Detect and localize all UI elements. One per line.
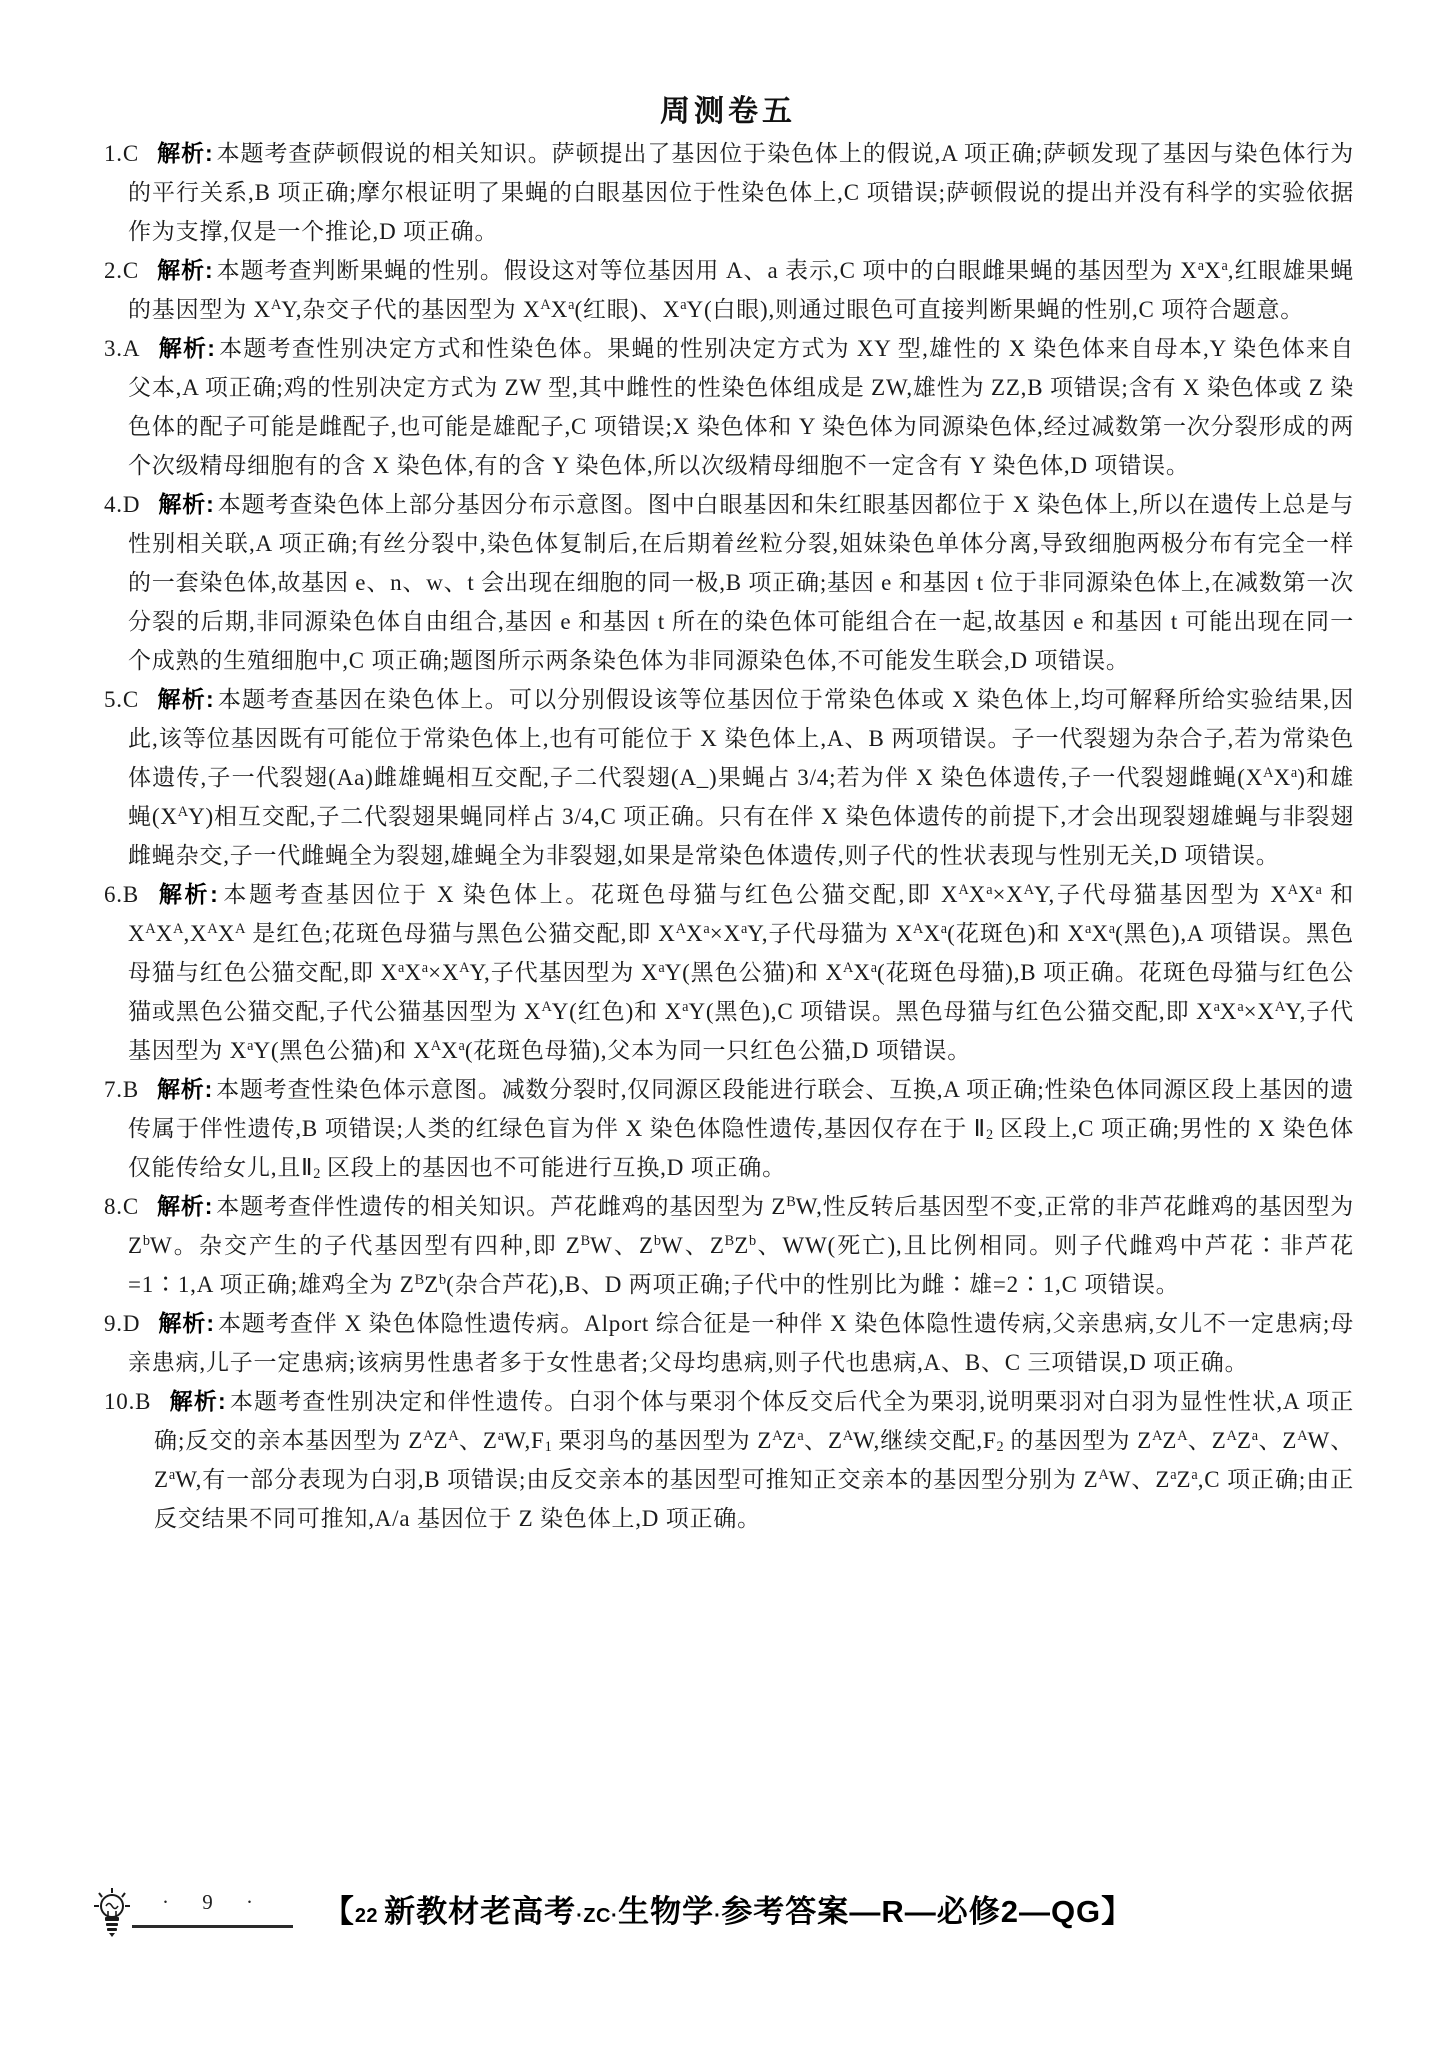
footer-banner-segment: · bbox=[714, 1905, 722, 1927]
answer-item bbox=[104, 1187, 1354, 1304]
jiexi-label: 解析: bbox=[169, 1388, 227, 1414]
item-explanation: 本题考查染色体上部分基因分布示意图。图中白眼基因和朱红眼基因都位于 X 染色体上,所以在遗传上总是与性别相关联,A 项正确;有丝分裂中,染色体复制后,在后期着丝粒分裂,姐妹染色单体分离,导致细胞两极分布有完全一样的一套染色体,故基因 e、n、w、t 会出现在细胞的同一极,B 项正确;基因 e 和基因 t 位于非同源染色体上,在减数第一次分裂的后期,非同源染色体自由组合,基因 e 和基因 t 所在的染色体可能组合在一起,故基因 e 和基因 t 可能出现在同一个成熟的生殖细胞中,C 项正确;题图所示两条染色体为非同源染色体,不可能发生联会,D 项错误。 bbox=[128, 492, 1355, 673]
page-number: · 9 · bbox=[132, 1884, 293, 1928]
page-footer bbox=[0, 1876, 1456, 1966]
item-number-answer: 5.C bbox=[104, 687, 139, 712]
item-number-answer: 4.D bbox=[104, 492, 141, 517]
item-explanation: 本题考查基因位于 X 染色体上。花斑色母猫与红色公猫交配,即 $X^AX^a\times X^AY$,子代母猫基因型为 $X^AX^a$ 和 $X^AX^A,X^AX^A$ 是红色;花斑色母猫与黑色公猫交配,即 $X^AX^a\times X^aY$,子代母猫为 $X^AX^a$(花斑色)和 $X^aX^a$(黑色),A 项错误。黑色母猫与红色公猫交配,即 $X^aX^a\times X^AY$,子代基因型为 $X^aY$(黑色公猫)和 $X^AX^a$(花斑色母猫),B 项正确。花斑色母猫与红色公猫或黑色公猫交配,子代公猫基因型为 $X^AY$(红色)和 $X^aY$(黑色),C 项错误。黑色母猫与红色公猫交配,即 $X^aX^a\times X^AY$,子代基因型为 $X^aY$(黑色公猫)和 $X^AX^a$(花斑色母猫),父本为同一只红色公猫,D 项错误。 bbox=[128, 882, 1355, 1063]
item-number-answer: 1.C bbox=[104, 141, 139, 166]
jiexi-label: 解析: bbox=[157, 140, 214, 166]
jiexi-label: 解析: bbox=[158, 335, 216, 361]
footer-banner-segment: —R—必修2—QG bbox=[849, 1894, 1102, 1929]
answer-item bbox=[104, 134, 1354, 251]
item-number-answer: 6.B bbox=[104, 882, 139, 907]
answer-item bbox=[104, 1304, 1354, 1382]
jiexi-label: 解析: bbox=[158, 491, 215, 517]
item-number-answer: 10.B bbox=[104, 1389, 152, 1414]
item-explanation: 本题考查基因在染色体上。可以分别假设该等位基因位于常染色体或 X 染色体上,均可解释所给实验结果,因此,该等位基因既有可能位于常染色体上,也有可能位于 X 染色体上,A、B 两项错误。子一代裂翅为杂合子,若为常染色体遗传,子一代裂翅(Aa)雌雄蝇相互交配,子二代裂翅(A_)果蝇占 3/4;若为伴 X 染色体遗传,子一代裂翅雌蝇$(X^AX^a)$和雄蝇$(X^AY)$相互交配,子二代裂翅果蝇同样占 3/4,C 项正确。只有在伴 X 染色体遗传的前提下,才会出现裂翅雄蝇与非裂翅雌蝇杂交,子一代雌蝇全为裂翅,雄蝇全为非裂翅,如果是常染色体遗传,则子代的性状表现与性别无关,D 项错误。 bbox=[128, 687, 1354, 868]
footer-banner-segment: · bbox=[576, 1905, 584, 1927]
footer-banner-segment: 【 bbox=[322, 1894, 355, 1929]
jiexi-label: 解析: bbox=[157, 1076, 214, 1102]
jiexi-label: 解析: bbox=[158, 1310, 215, 1336]
footer-banner-segment: 新教材老高考 bbox=[384, 1894, 577, 1929]
answer-item bbox=[104, 875, 1354, 1070]
page-title: 周测卷五 bbox=[660, 95, 796, 128]
answer-item bbox=[104, 329, 1354, 485]
footer-banner-segment: · bbox=[610, 1905, 619, 1927]
item-number-answer: 7.B bbox=[104, 1077, 139, 1102]
item-explanation: 本题考查伴性遗传的相关知识。芦花雌鸡的基因型为 $Z^BW$,性反转后基因型不变,正常的非芦花雌鸡的基因型为 $Z^bW$。杂交产生的子代基因型有四种,即 $Z^BW$、$Z^bW$、$Z^BZ^b$、WW(死亡),且比例相同。则子代雌鸡中芦花∶非芦花=1∶1,A 项正确;雄鸡全为 $Z^BZ^b$(杂合芦花),B、D 两项正确;子代中的性别比为雌∶雄=2∶1,C 项错误。 bbox=[128, 1194, 1354, 1297]
item-number-answer: 3.A bbox=[104, 336, 141, 361]
item-explanation: 本题考查性别决定方式和性染色体。果蝇的性别决定方式为 XY 型,雄性的 X 染色体来自母本,Y 染色体来自父本,A 项正确;鸡的性别决定方式为 ZW 型,其中雌性的性染色体组成是 ZW,雄性为 ZZ,B 项错误;含有 X 染色体或 Z 染色体的配子可能是雌配子,也可能是雄配子,C 项错误;X 染色体和 Y 染色体为同源染色体,经过减数第一次分裂形成的两个次级精母细胞有的含 X 染色体,有的含 Y 染色体,所以次级精母细胞不一定含有 Y 染色体,D 项错误。 bbox=[128, 336, 1354, 478]
item-explanation: 本题考查萨顿假说的相关知识。萨顿提出了基因位于染色体上的假说,A 项正确;萨顿发现了基因与染色体行为的平行关系,B 项正确;摩尔根证明了果蝇的白眼基因位于性染色体上,C 项错误;萨顿假说的提出并没有科学的实验依据作为支撑,仅是一个推论,D 项正确。 bbox=[128, 141, 1355, 244]
answer-item bbox=[104, 1070, 1354, 1187]
item-number-answer: 9.D bbox=[104, 1311, 141, 1336]
footer-banner-segment: 参考答案 bbox=[721, 1894, 850, 1929]
jiexi-label: 解析: bbox=[157, 1193, 214, 1219]
footer-banner-segment: ZC bbox=[583, 1905, 611, 1927]
footer-banner bbox=[0, 1886, 1456, 1931]
jiexi-label: 解析: bbox=[157, 686, 215, 712]
footer-banner-segment: 生物学 bbox=[618, 1894, 715, 1929]
jiexi-label: 解析: bbox=[157, 881, 219, 907]
answer-item bbox=[104, 251, 1354, 329]
footer-banner-segment: 22 bbox=[354, 1905, 385, 1927]
answers-list bbox=[104, 134, 1354, 1538]
jiexi-label: 解析: bbox=[157, 257, 214, 283]
item-explanation: 本题考查伴 X 染色体隐性遗传病。Alport 综合征是一种伴 X 染色体隐性遗传病,父亲患病,女儿不一定患病;母亲患病,儿子一定患病;该病男性患者多于女性患者;父母均患病,则子代也患病,A、B、C 三项错误,D 项正确。 bbox=[128, 1311, 1354, 1375]
footer-banner-segment: 】 bbox=[1101, 1894, 1134, 1929]
answer-item bbox=[104, 680, 1354, 875]
item-explanation: 本题考查判断果蝇的性别。假设这对等位基因用 A、a 表示,C 项中的白眼雌果蝇的基因型为 $X^aX^a$,红眼雄果蝇的基因型为 $X^AY$,杂交子代的基因型为 $X^AX^a$(红眼)、$X^aY$(白眼),则通过眼色可直接判断果蝇的性别,C 项符合题意。 bbox=[128, 258, 1354, 322]
item-explanation: 本题考查性染色体示意图。减数分裂时,仅同源区段能进行联会、互换,A 项正确;性染色体同源区段上基因的遗传属于伴性遗传,B 项错误;人类的红绿色盲为伴 X 染色体隐性遗传,基因仅存在于 $Ⅱ_2$ 区段上,C 项正确;男性的 X 染色体仅能传给女儿,且$Ⅱ_2$ 区段上的基因也不可能进行互换,D 项正确。 bbox=[128, 1077, 1355, 1182]
item-number-answer: 2.C bbox=[104, 258, 139, 283]
item-number-answer: 8.C bbox=[104, 1194, 139, 1219]
answer-item bbox=[104, 1382, 1354, 1538]
answer-item bbox=[104, 485, 1354, 680]
item-explanation: 本题考查性别决定和伴性遗传。白羽个体与栗羽个体反交后代全为栗羽,说明栗羽对白羽为显性性状,A 项正确;反交的亲本基因型为 $Z^AZ^A$、$Z^aW,F_1$ 栗羽鸟的基因型为 $Z^AZ^a$、$Z^AW$,继续交配$,F_2$ 的基因型为 $Z^AZ^A$、$Z^AZ^a$、$Z^AW$、$Z^aW$,有一部分表现为白羽,B 项错误;由反交亲本的基因型可推知正交亲本的基因型分别为 $Z^AW$、$Z^aZ^a,C$ 项正确;由正反交结果不同可推知,A/a 基因位于 Z 染色体上,D 项正确。 bbox=[154, 1389, 1355, 1531]
